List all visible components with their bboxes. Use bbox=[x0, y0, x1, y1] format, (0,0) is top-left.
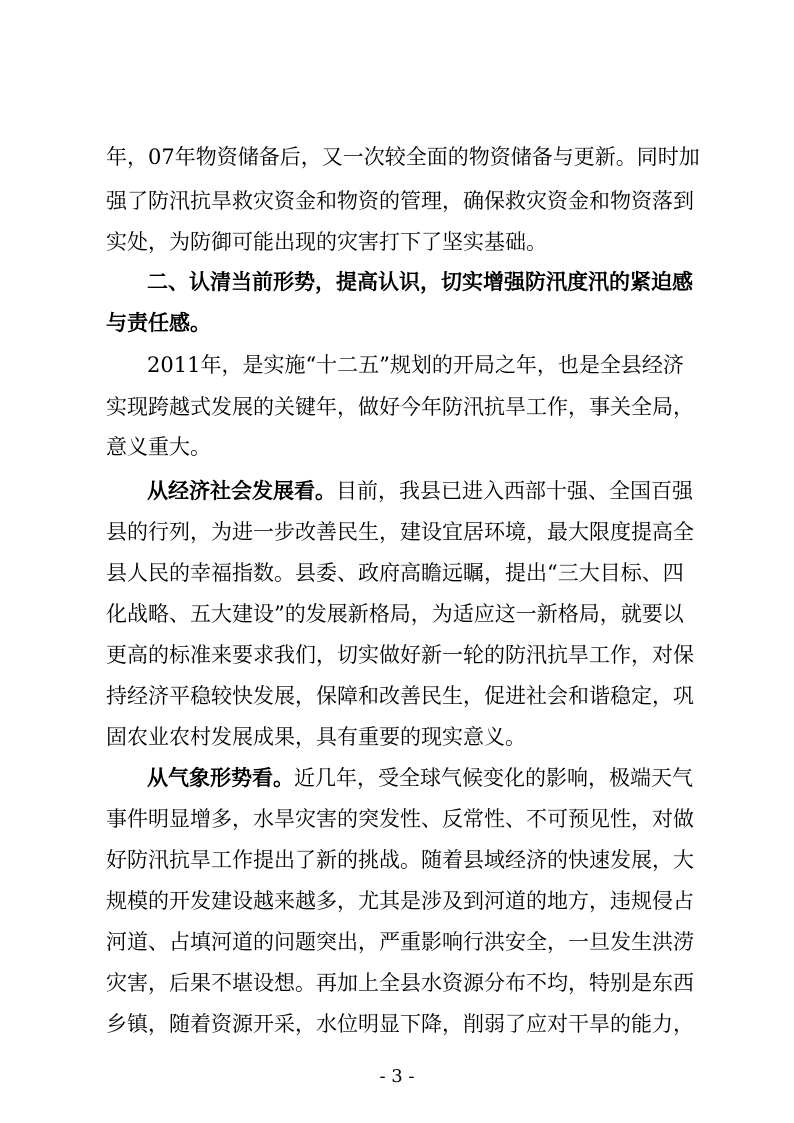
body-line: 化战略、五大建设”的发展新格局，为适应这一新格局，就要以 bbox=[106, 602, 684, 626]
body-text: 近几年，受全球气候变化的影响，极端天气 bbox=[294, 766, 693, 790]
body-line: 强了防汛抗旱救灾资金和物资的管理，确保救灾资金和物资落到 bbox=[106, 189, 694, 213]
body-line: 意义重大。 bbox=[106, 435, 211, 459]
body-line: 河道、占填河道的问题突出，严重影响行洪安全，一旦发生洪涝 bbox=[106, 930, 694, 954]
body-line: 乡镇，随着资源开采，水位明显下降，削弱了应对干旱的能力， bbox=[106, 1012, 694, 1036]
subheading-weather: 从气象形势看。 bbox=[147, 765, 294, 790]
body-line: 年，07年物资储备后，又一次较全面的物资储备与更新。同时加 bbox=[106, 145, 700, 169]
paragraph-line bbox=[147, 479, 693, 503]
body-line: 事件明显增多，水旱灾害的突发性、反常性、不可预见性，对做 bbox=[106, 807, 694, 831]
page-number: - 3 - bbox=[379, 1066, 415, 1087]
body-text: 目前，我县已进入西部十强、全国百强 bbox=[336, 479, 693, 503]
subheading-economic: 从经济社会发展看。 bbox=[147, 478, 336, 503]
body-line: 县的行列，为进一步改善民生，建设宜居环境，最大限度提高全 bbox=[106, 520, 694, 544]
body-line: 实处，为防御可能出现的灾害打下了坚实基础。 bbox=[106, 230, 547, 254]
body-line: 更高的标准来要求我们，切实做好新一轮的防汛抗旱工作，对保 bbox=[106, 643, 694, 667]
body-line: 规模的开发建设越来越多，尤其是涉及到河道的地方，违规侵占 bbox=[106, 889, 694, 913]
body-line: 灾害，后果不堪设想。再加上全县水资源分布不均，特别是东西 bbox=[106, 971, 694, 995]
section-heading: 与责任感。 bbox=[106, 310, 211, 335]
section-heading: 二、认清当前形势，提高认识，切实增强防汛度汛的紧迫感 bbox=[147, 269, 693, 294]
body-line: 实现跨越式发展的关键年，做好今年防汛抗旱工作，事关全局， bbox=[106, 395, 694, 419]
paragraph-line bbox=[147, 766, 693, 790]
body-line: 固农业农村发展成果，具有重要的现实意义。 bbox=[106, 725, 526, 749]
body-line: 县人民的幸福指数。县委、政府高瞻远瞩，提出“三大目标、四 bbox=[106, 561, 684, 585]
body-line: 持经济平稳较快发展，保障和改善民生，促进社会和谐稳定，巩 bbox=[106, 684, 694, 708]
body-line: 好防汛抗旱工作提出了新的挑战。随着县域经济的快速发展，大 bbox=[106, 848, 694, 872]
body-line: 2011年，是实施“十二五”规划的开局之年，也是全县经济 bbox=[147, 353, 684, 377]
